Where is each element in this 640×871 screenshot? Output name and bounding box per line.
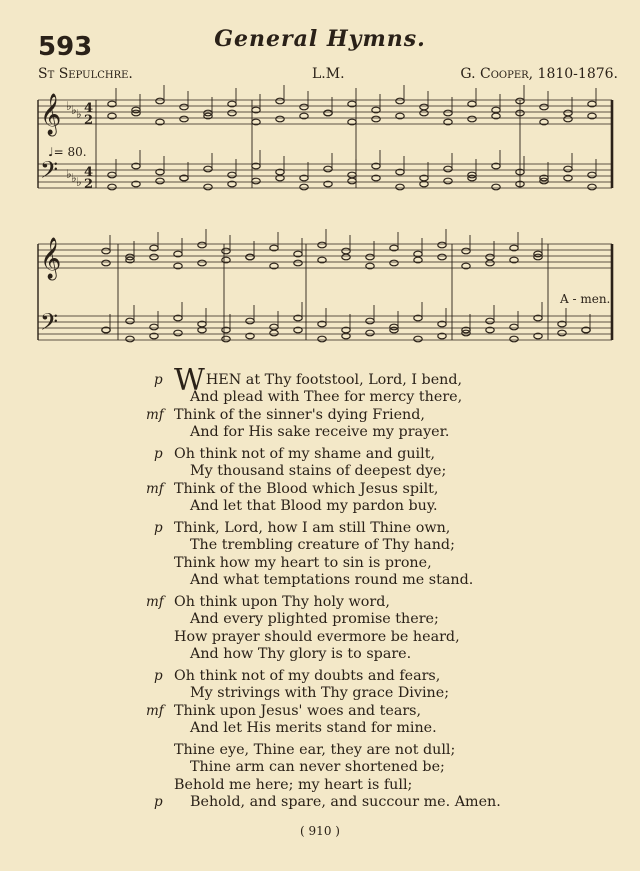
verse-line-text: And plead with Thee for mercy there,	[190, 389, 463, 406]
note-head	[342, 248, 350, 254]
note-head	[300, 104, 308, 110]
dynamic-marking: p	[154, 446, 163, 462]
dynamic-marking: mf	[146, 702, 164, 719]
note-head	[228, 172, 236, 178]
verse-line	[0, 537, 640, 554]
note-head	[150, 324, 158, 330]
note-head	[486, 260, 494, 266]
flat-sign: ♭	[66, 167, 72, 181]
note-head	[390, 260, 398, 266]
verse-line	[0, 646, 640, 663]
note-head	[366, 254, 374, 260]
verse-line-text: And what temptations round me stand.	[190, 572, 474, 589]
verse-text	[174, 407, 425, 424]
flat-sign: ♭	[71, 103, 77, 117]
note-head	[108, 184, 116, 190]
note-head	[222, 336, 230, 342]
verse-text	[190, 463, 446, 480]
verse-line-text: Think, Lord, how I am still Thine own,	[174, 520, 451, 536]
verse-line	[0, 407, 640, 424]
verse-text	[190, 537, 455, 554]
time-signature: 4	[84, 101, 94, 116]
note-head	[246, 318, 254, 324]
page-number: ( 910 )	[300, 824, 340, 838]
verse-line-text: Behold, and spare, and succour me. Amen.	[190, 794, 501, 811]
flat-sign: ♭	[66, 99, 72, 113]
note-head	[228, 110, 236, 116]
verse-text	[190, 498, 438, 515]
note-head	[300, 184, 308, 190]
note-head	[174, 330, 182, 336]
note-head	[558, 330, 566, 336]
note-head	[510, 336, 518, 342]
note-head	[414, 336, 422, 342]
note-head	[180, 116, 188, 122]
verse-line	[0, 389, 640, 406]
note-head	[156, 98, 164, 104]
note-head	[396, 184, 404, 190]
verse-6	[0, 742, 640, 812]
verse-text	[174, 777, 412, 794]
verse-line	[0, 742, 640, 759]
verse-1	[0, 363, 640, 442]
verse-5	[0, 668, 640, 738]
verse-line-text: HEN at Thy footstool, Lord, I bend,	[205, 372, 463, 388]
note-head	[564, 110, 572, 116]
verse-text	[190, 720, 437, 737]
verse-text	[190, 759, 445, 776]
verse-line	[0, 720, 640, 737]
time-signature: 2	[84, 177, 94, 192]
note-head	[102, 248, 110, 254]
verse-text	[174, 668, 440, 685]
verse-line-text: My thousand stains of deepest dye;	[190, 463, 447, 480]
note-head	[102, 260, 110, 266]
verse-line	[0, 759, 640, 776]
verse-line	[0, 703, 640, 720]
note-head	[108, 172, 116, 178]
verse-text	[190, 685, 449, 702]
bass-clef-icon: 𝄢	[40, 156, 59, 189]
verse-text	[190, 424, 449, 441]
verse-line-text: Think of the Blood which Jesus spilt,	[174, 480, 439, 497]
verse-text	[174, 555, 432, 572]
verse-line	[0, 572, 640, 589]
verse-line	[0, 498, 640, 515]
note-head	[348, 178, 356, 184]
verse-text	[190, 572, 473, 589]
verse-line-text: Thine eye, Thine ear, they are not dull;	[174, 742, 456, 758]
note-head	[366, 330, 374, 336]
note-head	[318, 336, 326, 342]
tune-name: St Sepulchre.	[38, 66, 133, 82]
note-head	[564, 116, 572, 122]
note-head	[462, 248, 470, 254]
treble-clef-icon: 𝄞	[40, 238, 62, 279]
tempo-marking: ♩= 80.	[48, 145, 87, 159]
verse-line	[0, 481, 640, 498]
verse-text	[174, 742, 455, 759]
dynamic-marking: mf	[146, 406, 164, 423]
note-head	[486, 318, 494, 324]
time-signature: 2	[84, 113, 94, 128]
note-head	[588, 184, 596, 190]
verse-line	[0, 555, 640, 572]
verse-line	[0, 594, 640, 611]
verse-line-text: Oh think not of my shame and guilt,	[174, 446, 435, 462]
note-head	[246, 254, 254, 260]
verse-line	[0, 611, 640, 628]
note-head	[126, 336, 134, 342]
verse-text	[174, 520, 450, 537]
note-head	[318, 242, 326, 248]
section-title: General Hymns.	[214, 26, 426, 52]
note-head	[222, 248, 230, 254]
verse-line-text: And every plighted promise there;	[190, 611, 439, 628]
note-head	[420, 104, 428, 110]
verse-line	[0, 520, 640, 537]
time-signature: 4	[84, 165, 94, 180]
verse-line-text: Think of the sinner's dying Friend,	[174, 406, 425, 423]
note-head	[468, 116, 476, 122]
note-head	[486, 254, 494, 260]
note-head	[444, 110, 452, 116]
verse-line-text: The trembling creature of Thy hand;	[190, 537, 455, 554]
verse-line-text: Oh think not of my doubts and fears,	[174, 668, 441, 684]
verse-4	[0, 594, 640, 664]
drop-cap: W	[174, 363, 205, 398]
verse-line	[0, 446, 640, 463]
verse-line-text: How prayer should evermore be heard,	[174, 628, 460, 645]
verse-line-text: Think how my heart to sin is prone,	[174, 554, 432, 571]
verse-text	[174, 446, 435, 463]
note-head	[438, 242, 446, 248]
verse-line	[0, 668, 640, 685]
dynamic-marking: p	[154, 668, 163, 684]
note-head	[438, 254, 446, 260]
flat-sign: ♭	[71, 171, 77, 185]
verse-text	[190, 389, 462, 406]
verse-line	[0, 777, 640, 794]
note-head	[276, 116, 284, 122]
verse-line-text: Thine arm can never shortened be;	[190, 759, 445, 776]
verse-3	[0, 520, 640, 590]
dynamic-marking: p	[154, 372, 163, 388]
note-head	[510, 324, 518, 330]
dynamic-marking: mf	[146, 480, 164, 497]
note-head	[444, 178, 452, 184]
note-head	[198, 242, 206, 248]
note-head	[270, 330, 278, 336]
verse-text	[174, 594, 390, 611]
note-head	[126, 318, 134, 324]
verse-text	[174, 703, 421, 720]
note-head	[324, 110, 332, 116]
verse-line-text: Oh think upon Thy holy word,	[174, 594, 390, 610]
verse-line-text: Think upon Jesus' woes and tears,	[174, 702, 422, 719]
bass-clef-icon: 𝄢	[40, 308, 59, 341]
verse-line	[0, 629, 640, 646]
note-head	[276, 98, 284, 104]
note-head	[204, 166, 212, 172]
dynamic-marking: p	[154, 520, 163, 536]
verse-text	[174, 629, 460, 646]
note-head	[252, 178, 260, 184]
note-head	[444, 166, 452, 172]
flat-sign: ♭	[76, 107, 82, 121]
note-head	[198, 260, 206, 266]
note-head	[564, 166, 572, 172]
note-head	[588, 172, 596, 178]
note-head	[180, 104, 188, 110]
verse-line	[0, 794, 640, 811]
note-head	[492, 184, 500, 190]
verse-line-text: And how Thy glory is to spare.	[190, 646, 412, 663]
dynamic-marking: p	[154, 794, 163, 811]
verse-text	[190, 794, 501, 811]
dynamic-marking: mf	[146, 594, 164, 610]
verse-2	[0, 446, 640, 516]
verse-line	[0, 424, 640, 441]
note-head	[150, 254, 158, 260]
verse-text	[174, 481, 438, 498]
note-head	[366, 318, 374, 324]
note-head	[342, 254, 350, 260]
note-head	[156, 178, 164, 184]
note-head	[324, 166, 332, 172]
verse-line-text: And for His sake receive my prayer.	[190, 424, 450, 441]
note-head	[204, 184, 212, 190]
note-head	[348, 172, 356, 178]
verse-line	[0, 685, 640, 702]
music-score	[0, 0, 640, 360]
treble-clef-icon: 𝄞	[40, 94, 62, 135]
verse-line-text: And let His merits stand for mine.	[190, 720, 437, 737]
flat-sign: ♭	[76, 175, 82, 189]
note-head	[294, 260, 302, 266]
composer: G. Cooper, 1810-1876.	[460, 66, 618, 82]
note-head	[270, 324, 278, 330]
hymn-number: 593	[38, 32, 93, 62]
verse-line-text: My strivings with Thy grace Divine;	[190, 685, 450, 702]
meter: L.M.	[312, 66, 345, 82]
note-head	[372, 116, 380, 122]
verse-line-text: Behold me here; my heart is full;	[174, 776, 413, 793]
note-head	[396, 98, 404, 104]
verse-line	[0, 463, 640, 480]
verse-text	[190, 646, 411, 663]
note-head	[420, 110, 428, 116]
verse-line-text: And let that Blood my pardon buy.	[190, 498, 438, 515]
note-head	[540, 104, 548, 110]
amen-label: A - men.	[560, 292, 611, 306]
verse-text	[190, 611, 439, 628]
